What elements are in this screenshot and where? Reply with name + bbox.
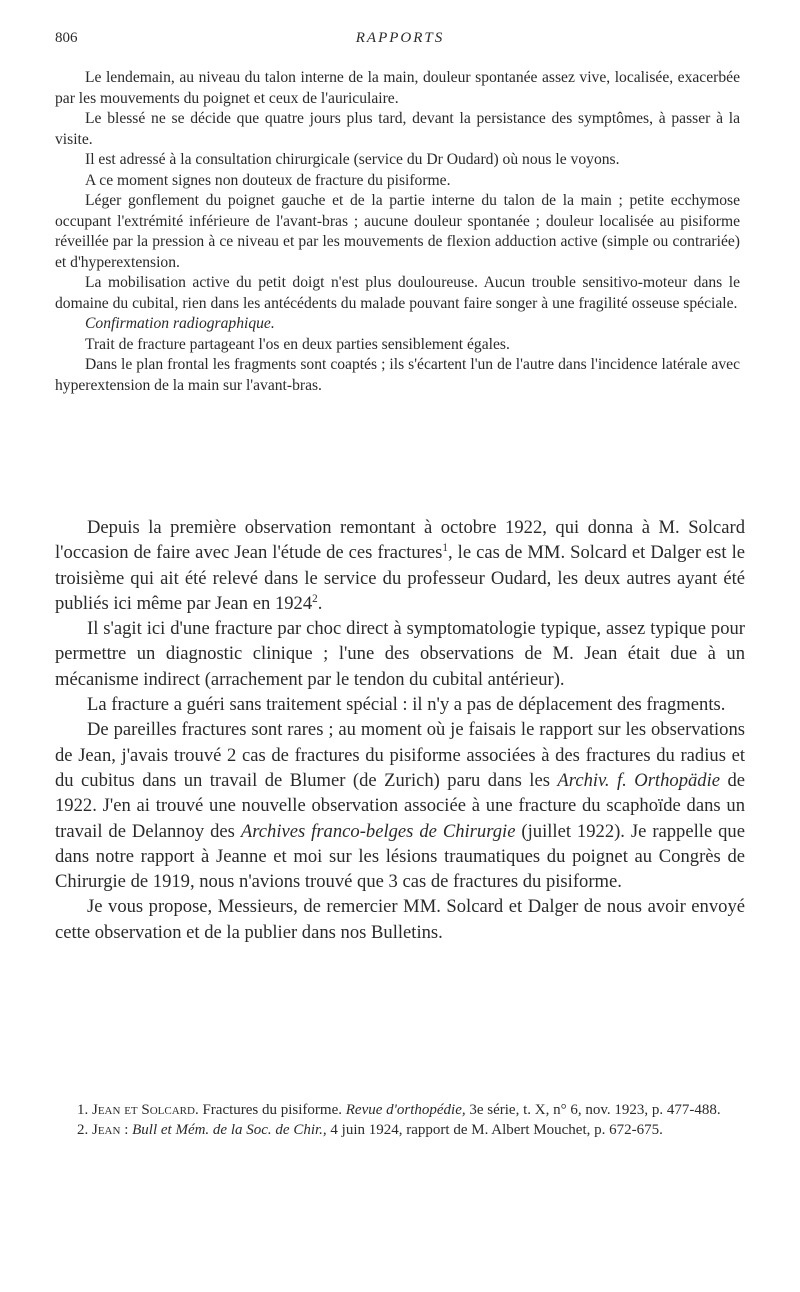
- report-body: [55, 515, 745, 945]
- running-head: RAPPORTS: [355, 30, 445, 46]
- obs-subheading: Confirmation radiographique.: [85, 315, 275, 332]
- body-paragraph-2: Il s'agit ici d'une fracture par choc direct à symptomatologie typique, assez typique pour permettre un diagnostic clinique ; l'une des observations de M. Jean était due à un mécanisme indirect (arrachement par le tendon du cubital antérieur).: [55, 618, 745, 690]
- footnote-2: 2. Jean : Bull et Mém. de la Soc. de Chir., 4 juin 1924, rapport de M. Albert Mouchet, p. 672-675.: [77, 1121, 663, 1138]
- obs-paragraph: Trait de fracture partageant l'os en deux parties sensiblement égales.: [85, 335, 510, 353]
- obs-paragraph: Le blessé ne se décide que quatre jours plus tard, devant la persistance des symptômes, à passer à la visite.: [55, 110, 740, 148]
- footnote-ref-1[interactable]: 1: [442, 542, 448, 555]
- obs-paragraph: Il est adressé à la consultation chirurgicale (service du Dr Oudard) où nous le voyons.: [85, 151, 620, 168]
- body-paragraph-4: De pareilles fractures sont rares ; au moment où je faisais le rapport sur les observations de Jean, j'avais trouvé 2 cas de fractures du pisiforme associées à des fractures du radius et du cubitus dans un travail de Blumer (de Zurich) paru dans les Archiv. f. Orthopädie de 1922. J'en ai trouvé une nouvelle observation associée à une fracture du scaphoïde dans un travail de Delannoy des Archives franco-belges de Chirurgie (juillet 1922). Je rappelle que dans notre rapport à Jeanne et moi sur les lésions traumatiques du poignet au Congrès de Chirurgie de 1919, nous n'avions trouvé que 3 cas de fractures du pisiforme.: [55, 719, 745, 893]
- footnote-1: 1. Jean et Solcard. Fractures du pisiforme. Revue d'orthopédie, 3e série, t. X, n° 6, nov. 1923, p. 477-488.: [77, 1102, 721, 1118]
- obs-paragraph: Dans le plan frontal les fragments sont coaptés ; ils s'écartent l'un de l'autre dans l'incidence latérale avec hyperextension de la main sur l'avant-bras.: [55, 356, 740, 394]
- body-paragraph-1: Depuis la première observation remontant à octobre 1922, qui donna à M. Solcard l'occasion de faire avec Jean l'étude de ces fractures$^1$, le cas de MM. Solcard et Dalger est le troisième qui ait été relevé dans le service du professeur Oudard, les deux autres ayant été publiés ici même par Jean en 1924$^2$.: [55, 517, 745, 614]
- page-header: [55, 30, 745, 50]
- footnotes: [55, 1101, 745, 1140]
- obs-paragraph: A ce moment signes non douteux de fracture du pisiforme.: [85, 171, 451, 189]
- observation-text: [55, 68, 740, 396]
- obs-paragraph: Léger gonflement du poignet gauche et de la partie interne du talon de la main ; petite ecchymose occupant l'extrémité inférieure de l'avant-bras ; aucune douleur spontanée ; douleur localisée au pisiforme réveillée par la pression à ce niveau et par les mouvements de flexion adduction active (simple ou contrariée) et d'hyperextension.: [55, 192, 740, 271]
- obs-paragraph: Le lendemain, au niveau du talon interne de la main, douleur spontanée assez vive, localisée, exacerbée par les mouvements du poignet et ceux de l'auriculaire.: [55, 69, 740, 107]
- body-paragraph-5: Je vous propose, Messieurs, de remercier MM. Solcard et Dalger de nous avoir envoyé cette observation et de la publier dans nos Bulletins.: [55, 896, 745, 943]
- obs-paragraph: La mobilisation active du petit doigt n'est plus douloureuse. Aucun trouble sensitivo-moteur dans le domaine du cubital, rien dans les antécédents du malade pouvant faire songer à une fragilité osseuse spéciale.: [55, 274, 740, 312]
- page-number: 806: [55, 30, 78, 46]
- footnote-ref-2[interactable]: 2: [312, 592, 318, 605]
- body-paragraph-3: La fracture a guéri sans traitement spécial : il n'y a pas de déplacement des fragments.: [87, 694, 726, 716]
